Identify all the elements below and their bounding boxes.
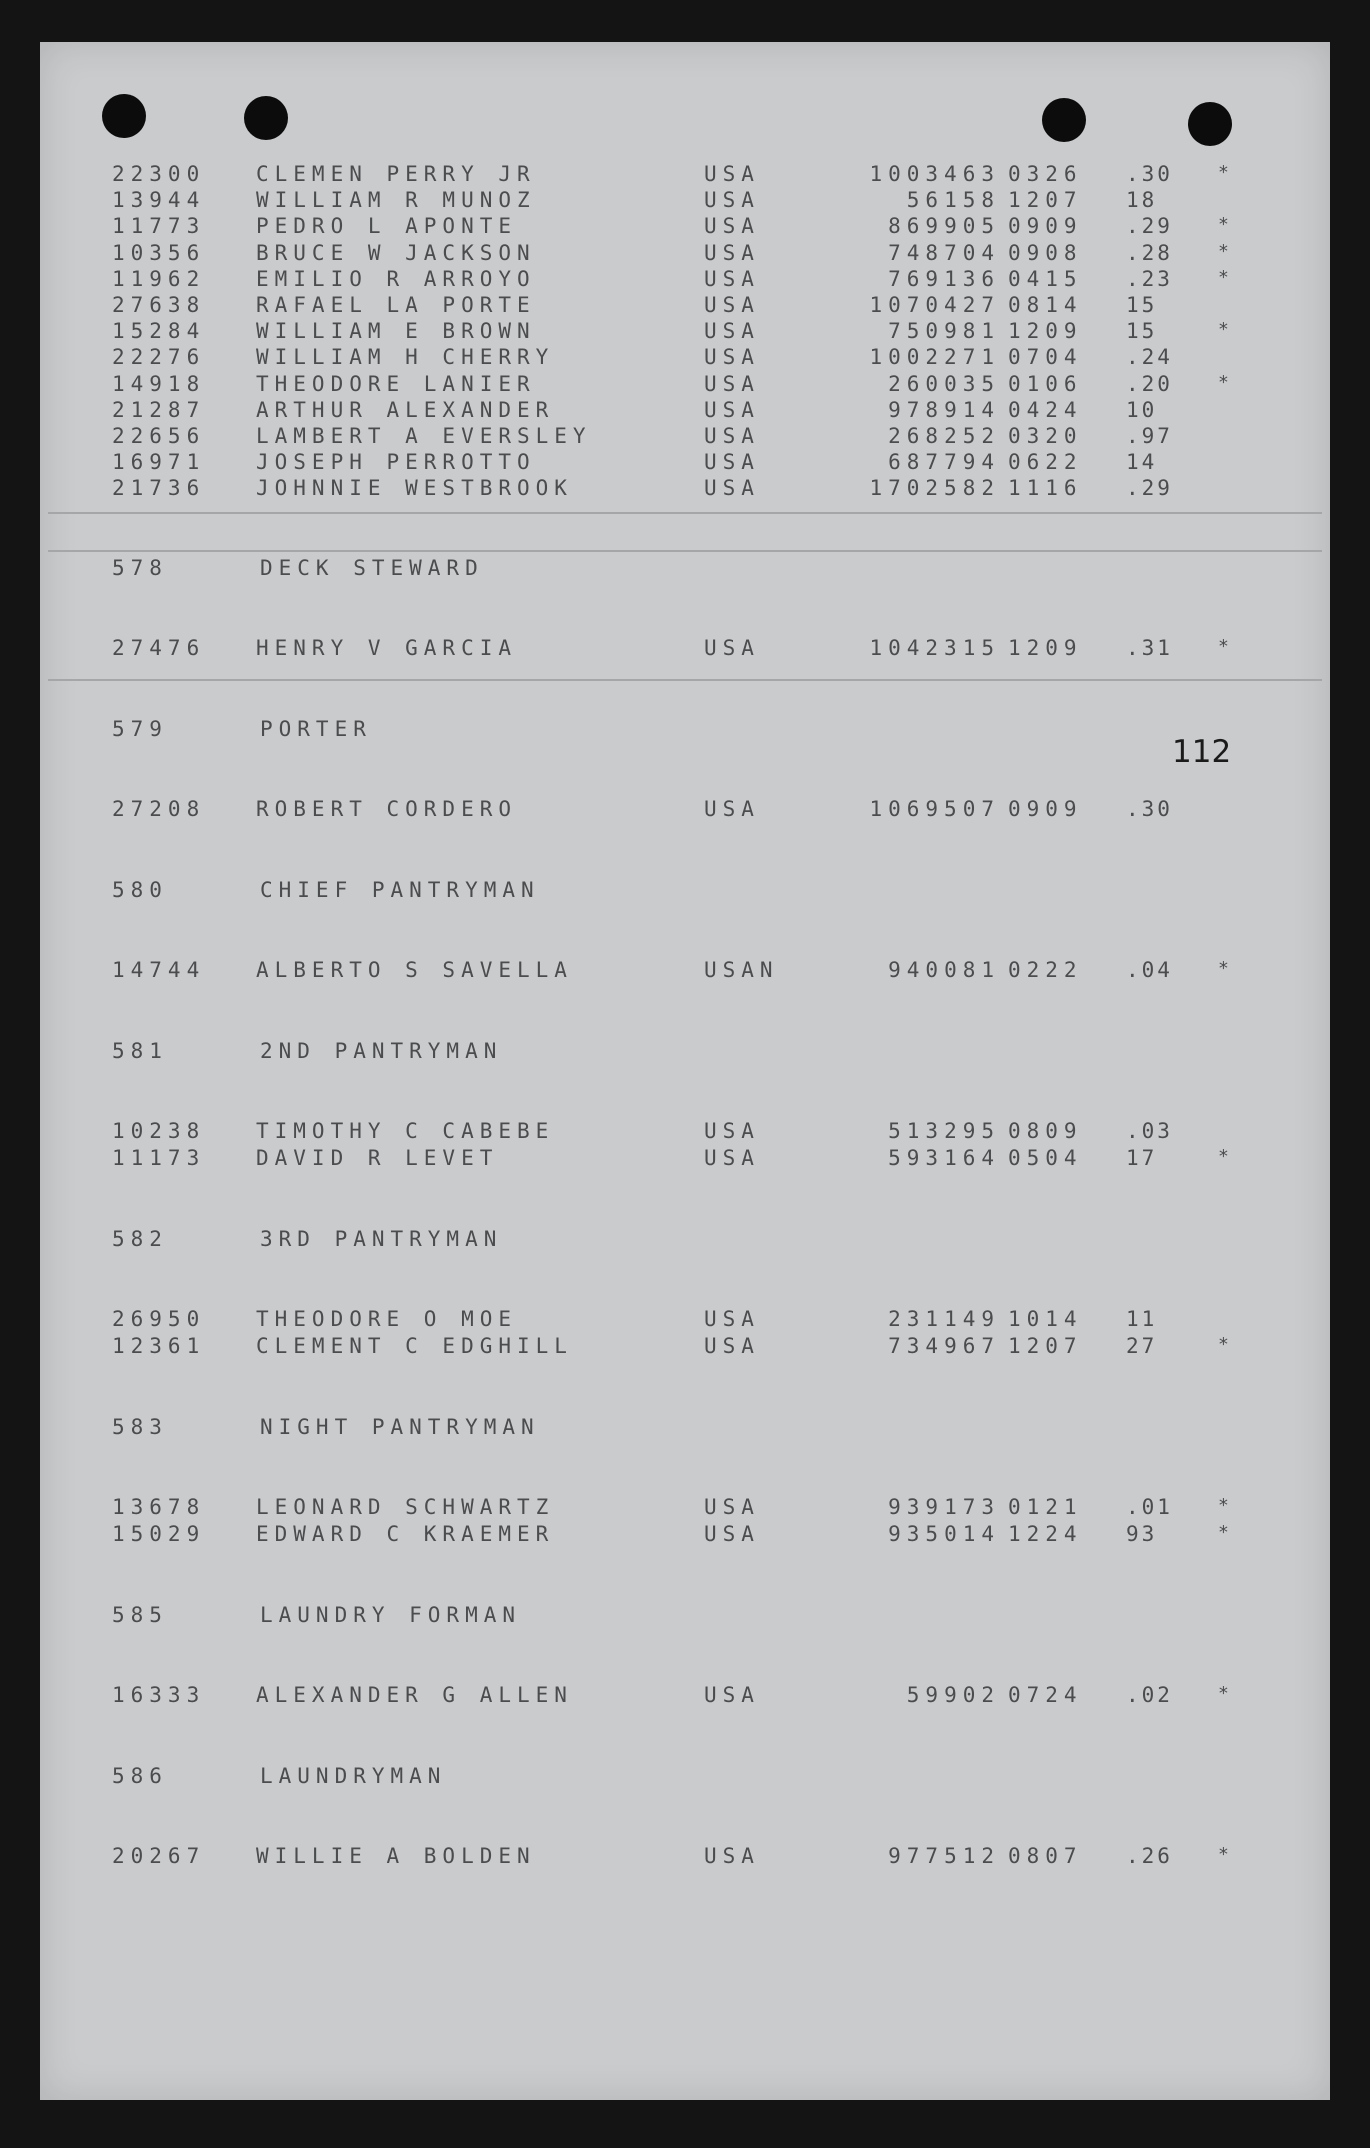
entry-date: 0909 (1008, 797, 1083, 821)
entry-mark: * (1218, 240, 1235, 262)
entry-number: 1702582 (869, 476, 1000, 501)
entry-value: .30 (1126, 162, 1173, 186)
entry-date: 0622 (1008, 450, 1083, 475)
entry-date: 1209 (1008, 319, 1083, 344)
entry-value: .24 (1126, 345, 1173, 370)
entry-date: 1209 (1008, 636, 1083, 660)
entry-number: 939173 (888, 1495, 1000, 1519)
entry-value: .30 (1126, 797, 1173, 821)
entry-name: ARTHUR ALEXANDER (256, 397, 555, 422)
entry-name: WILLIAM H CHERRY (256, 345, 555, 370)
document-page (40, 42, 1330, 2100)
entry-date: 0814 (1008, 293, 1083, 317)
entry-date: 0121 (1008, 1495, 1083, 1519)
entry-value: .04 (1126, 958, 1173, 982)
entry-value: .23 (1126, 266, 1173, 291)
entry-name: EMILIO R ARROYO (256, 266, 536, 291)
entry-value: 93 (1126, 1522, 1158, 1546)
entry-mark: * (1218, 319, 1235, 341)
entry-date: 0326 (1008, 162, 1083, 186)
entry-name: EDWARD C KRAEMER (256, 1522, 555, 1546)
entry-name: BRUCE W JACKSON (256, 240, 536, 265)
entry-value: .29 (1126, 476, 1173, 501)
entry-id: 16333 (112, 1683, 206, 1707)
entry-id: 11773 (112, 214, 206, 239)
entry-number: 513295 (888, 1119, 1000, 1143)
entry-name: THEODORE O MOE (256, 1307, 518, 1331)
entry-nationality: USA (704, 1307, 760, 1331)
section-title: NIGHT PANTRYMAN (260, 1415, 540, 1439)
entry-nationality: USA (704, 319, 760, 344)
section-code: 579 (112, 717, 168, 741)
entry-mark: * (1218, 1522, 1235, 1543)
entry-number: 978914 (888, 397, 1000, 422)
entry-id: 15284 (112, 319, 206, 344)
entry-number: 231149 (888, 1307, 1000, 1331)
entry-mark: * (1218, 1844, 1235, 1865)
entry-number: 1003463 (869, 162, 1000, 186)
entry-name: CLEMEN PERRY JR (256, 162, 536, 186)
entry-id: 22276 (112, 345, 206, 370)
section-code: 581 (112, 1039, 168, 1063)
entry-date: 1014 (1008, 1307, 1083, 1331)
entry-name: DAVID R LEVET (256, 1146, 499, 1170)
entry-id: 20267 (112, 1844, 206, 1868)
entry-name: LEONARD SCHWARTZ (256, 1495, 555, 1519)
entry-id: 27476 (112, 636, 206, 660)
entry-id: 22656 (112, 424, 206, 448)
entry-mark: * (1218, 1334, 1235, 1355)
divider-line (48, 512, 1322, 514)
entry-nationality: USA (704, 214, 760, 239)
entry-id: 16971 (112, 450, 206, 475)
entry-id: 13678 (112, 1495, 206, 1519)
section-title: LAUNDRY FORMAN (260, 1603, 522, 1627)
entry-value: .29 (1126, 214, 1173, 239)
entry-date: 1207 (1008, 1334, 1083, 1358)
entry-name: WILLIAM E BROWN (256, 319, 536, 344)
section-title: DECK STEWARD (260, 556, 484, 580)
entry-name: ALEXANDER G ALLEN (256, 1683, 573, 1707)
entry-date: 0106 (1008, 371, 1083, 396)
entry-id: 27208 (112, 797, 206, 821)
entry-nationality: USA (704, 797, 760, 821)
section-code: 578 (112, 556, 168, 580)
entry-nationality: USA (704, 397, 760, 422)
section-code: 585 (112, 1603, 168, 1627)
entry-date: 0909 (1008, 214, 1083, 239)
entry-nationality: USA (704, 345, 760, 370)
entry-number: 1070427 (869, 293, 1000, 317)
entry-name: WILLIE A BOLDEN (256, 1844, 536, 1868)
entry-number: 687794 (888, 450, 1000, 475)
entry-mark: * (1218, 1146, 1235, 1167)
entry-nationality: USA (704, 1844, 760, 1868)
entry-value: .26 (1126, 1844, 1173, 1868)
entry-date: 1207 (1008, 188, 1083, 213)
entry-date: 0807 (1008, 1844, 1083, 1868)
entry-number: 750981 (888, 319, 1000, 344)
entry-number: 260035 (888, 371, 1000, 396)
entry-value: 18 (1126, 188, 1158, 213)
entry-name: TIMOTHY C CABEBE (256, 1119, 555, 1143)
entry-value: .01 (1126, 1495, 1173, 1519)
punch-hole (1042, 98, 1086, 142)
entry-nationality: USA (704, 1495, 760, 1519)
entry-name: PEDRO L APONTE (256, 214, 518, 239)
section-title: PORTER (260, 717, 372, 741)
entry-id: 21736 (112, 476, 206, 501)
entry-date: 0704 (1008, 345, 1083, 370)
entry-nationality: USA (704, 188, 760, 213)
entry-name: ALBERTO S SAVELLA (256, 958, 573, 982)
entry-number: 935014 (888, 1522, 1000, 1546)
entry-mark: * (1218, 266, 1235, 288)
entry-id: 11173 (112, 1146, 206, 1170)
divider-line (48, 550, 1322, 552)
punch-hole (1188, 102, 1232, 146)
section-title: LAUNDRYMAN (260, 1764, 447, 1788)
entry-mark: * (1218, 162, 1235, 183)
entry-id: 14918 (112, 371, 206, 396)
entry-number: 59902 (906, 1683, 1000, 1707)
entry-date: 0415 (1008, 266, 1083, 291)
entry-number: 940081 (888, 958, 1000, 982)
entry-mark: * (1218, 1683, 1235, 1704)
section-code: 583 (112, 1415, 168, 1439)
entry-value: .97 (1126, 424, 1173, 448)
section-title: CHIEF PANTRYMAN (260, 878, 540, 902)
entry-name: ROBERT CORDERO (256, 797, 518, 821)
entry-value: 17 (1126, 1146, 1158, 1170)
entry-value: 27 (1126, 1334, 1158, 1358)
entry-name: CLEMENT C EDGHILL (256, 1334, 573, 1358)
entry-id: 21287 (112, 397, 206, 422)
entry-value: 11 (1126, 1307, 1158, 1331)
section-code: 582 (112, 1227, 168, 1251)
divider-line (48, 679, 1322, 681)
entry-name: LAMBERT A EVERSLEY (256, 424, 592, 448)
section-code: 580 (112, 878, 168, 902)
entry-nationality: USA (704, 1334, 760, 1358)
entry-number: 1042315 (869, 636, 1000, 660)
entry-id: 10356 (112, 240, 206, 265)
entry-value: .31 (1126, 636, 1173, 660)
entry-number: 977512 (888, 1844, 1000, 1868)
entry-date: 0809 (1008, 1119, 1083, 1143)
entry-mark: * (1218, 958, 1235, 979)
entry-id: 26950 (112, 1307, 206, 1331)
entry-nationality: USA (704, 476, 760, 501)
entry-nationality: USA (704, 371, 760, 396)
entry-number: 748704 (888, 240, 1000, 265)
entry-date: 1224 (1008, 1522, 1083, 1546)
entry-date: 0424 (1008, 397, 1083, 422)
entry-nationality: USA (704, 1683, 760, 1707)
entry-date: 0320 (1008, 424, 1083, 448)
entry-mark: * (1218, 371, 1235, 393)
entry-value: 14 (1126, 450, 1158, 475)
section-title: 3RD PANTRYMAN (260, 1227, 503, 1251)
entry-nationality: USA (704, 162, 760, 186)
entry-id: 15029 (112, 1522, 206, 1546)
entry-number: 56158 (906, 188, 1000, 213)
entry-id: 27638 (112, 293, 206, 317)
entry-date: 0724 (1008, 1683, 1083, 1707)
entry-value: .28 (1126, 240, 1173, 265)
entry-value: .03 (1126, 1119, 1173, 1143)
entry-value: 15 (1126, 319, 1158, 344)
entry-nationality: USA (704, 1522, 760, 1546)
entry-number: 769136 (888, 266, 1000, 291)
entry-value: .02 (1126, 1683, 1173, 1707)
entry-nationality: USA (704, 293, 760, 317)
punch-hole (102, 94, 146, 138)
entry-nationality: USA (704, 450, 760, 475)
entry-nationality: USA (704, 636, 760, 660)
entry-id: 22300 (112, 162, 206, 186)
entry-name: JOSEPH PERROTTO (256, 450, 536, 475)
entry-nationality: USA (704, 266, 760, 291)
entry-id: 13944 (112, 188, 206, 213)
entry-id: 11962 (112, 266, 206, 291)
entry-number: 869905 (888, 214, 1000, 239)
entry-nationality: USA (704, 1119, 760, 1143)
entry-nationality: USA (704, 1146, 760, 1170)
entry-nationality: USA (704, 424, 760, 448)
section-code: 586 (112, 1764, 168, 1788)
entry-number: 268252 (888, 424, 1000, 448)
entry-id: 14744 (112, 958, 206, 982)
punch-hole (244, 96, 288, 140)
entry-date: 0504 (1008, 1146, 1083, 1170)
entry-name: THEODORE LANIER (256, 371, 536, 396)
entry-date: 0222 (1008, 958, 1083, 982)
entry-value: 15 (1126, 293, 1158, 317)
entry-date: 0908 (1008, 240, 1083, 265)
entry-date: 1116 (1008, 476, 1083, 501)
entry-name: RAFAEL LA PORTE (256, 293, 536, 317)
entry-mark: * (1218, 214, 1235, 236)
entry-number: 734967 (888, 1334, 1000, 1358)
entry-name: WILLIAM R MUNOZ (256, 188, 536, 213)
entry-number: 1069507 (869, 797, 1000, 821)
entry-id: 10238 (112, 1119, 206, 1143)
entry-id: 12361 (112, 1334, 206, 1358)
entry-number: 1002271 (869, 345, 1000, 370)
entry-nationality: USA (704, 240, 760, 265)
entry-value: .20 (1126, 371, 1173, 396)
page-number: 112 (1172, 734, 1232, 770)
entry-number: 593164 (888, 1146, 1000, 1170)
entry-mark: * (1218, 636, 1235, 657)
entry-mark: * (1218, 1495, 1235, 1516)
entry-name: JOHNNIE WESTBROOK (256, 476, 573, 501)
entry-name: HENRY V GARCIA (256, 636, 518, 660)
entry-nationality: USAN (704, 958, 779, 982)
section-title: 2ND PANTRYMAN (260, 1039, 503, 1063)
entry-value: 10 (1126, 397, 1158, 422)
